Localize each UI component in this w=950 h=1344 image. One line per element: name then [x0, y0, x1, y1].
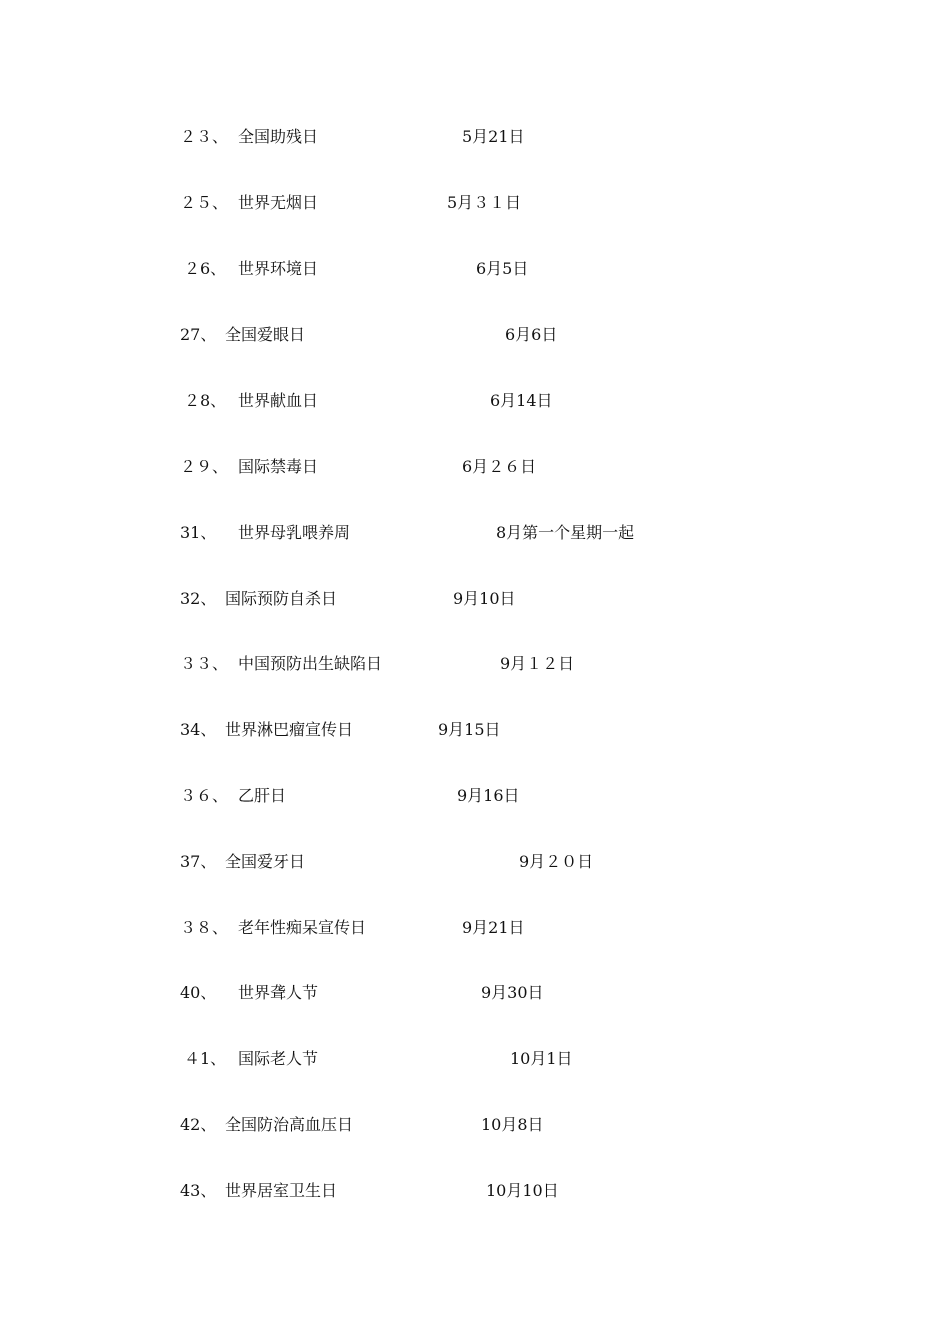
item-date: 9月１２日	[500, 654, 575, 673]
list-item	[0, 455, 950, 479]
list-item	[0, 587, 950, 611]
item-date: 9月15日	[438, 720, 501, 739]
list-item	[0, 191, 950, 215]
item-number: ３８、	[180, 918, 229, 937]
list-item	[0, 784, 950, 808]
list-item	[0, 257, 950, 281]
item-name: 全国助残日	[238, 127, 319, 146]
list-item	[0, 850, 950, 874]
item-number: ２8、	[184, 391, 227, 410]
item-name: 老年性痴呆宣传日	[238, 918, 367, 937]
item-date: 6月２６日	[462, 457, 537, 476]
list-item	[0, 125, 950, 149]
item-date: 6月5日	[476, 259, 529, 278]
list-item	[0, 1179, 950, 1203]
item-name: 全国防治高血压日	[225, 1115, 354, 1134]
item-number: 32、	[180, 589, 217, 608]
item-name: 全国爱眼日	[225, 325, 306, 344]
item-date: 10月10日	[486, 1181, 559, 1200]
item-number: ２５、	[180, 193, 229, 212]
item-date: 9月10日	[453, 589, 516, 608]
item-number: 37、	[180, 852, 217, 871]
item-name: 中国预防出生缺陷日	[238, 654, 383, 673]
item-number: ３３、	[180, 654, 229, 673]
item-date: 10月1日	[510, 1049, 573, 1068]
item-name: 世界淋巴瘤宣传日	[225, 720, 354, 739]
item-name: 世界母乳喂养周	[238, 523, 351, 542]
item-name: 国际老人节	[238, 1049, 319, 1068]
item-number: ２6、	[184, 259, 227, 278]
item-number: 43、	[180, 1181, 217, 1200]
list-item	[0, 916, 950, 940]
item-number: 40、	[180, 983, 217, 1002]
item-number: 31、	[180, 523, 217, 542]
list-item	[0, 389, 950, 413]
item-date: 9月21日	[462, 918, 525, 937]
item-name: 世界无烟日	[238, 193, 319, 212]
item-number: ３６、	[180, 786, 229, 805]
item-name: 国际预防自杀日	[225, 589, 338, 608]
item-number: 42、	[180, 1115, 217, 1134]
item-date: 9月30日	[481, 983, 544, 1002]
item-name: 国际禁毒日	[238, 457, 319, 476]
item-number: ２３、	[180, 127, 229, 146]
item-number: ２９、	[180, 457, 229, 476]
item-name: 世界环境日	[238, 259, 319, 278]
item-name: 世界献血日	[238, 391, 319, 410]
item-date: 10月8日	[481, 1115, 544, 1134]
item-date: 5月３１日	[447, 193, 522, 212]
item-date: 9月２０日	[519, 852, 594, 871]
list-item	[0, 652, 950, 676]
item-number: 27、	[180, 325, 217, 344]
list-item	[0, 521, 950, 545]
list-item	[0, 981, 950, 1005]
item-date: 8月第一个星期一起	[496, 523, 635, 542]
item-number: 34、	[180, 720, 217, 739]
item-number: ４1、	[184, 1049, 227, 1068]
item-name: 世界聋人节	[238, 983, 319, 1002]
list-item	[0, 718, 950, 742]
item-name: 全国爱牙日	[225, 852, 306, 871]
item-date: 9月16日	[457, 786, 520, 805]
list-item	[0, 323, 950, 347]
item-date: 5月21日	[462, 127, 525, 146]
list-item	[0, 1113, 950, 1137]
list-item	[0, 1047, 950, 1071]
item-name: 世界居室卫生日	[225, 1181, 338, 1200]
item-name: 乙肝日	[238, 786, 287, 805]
item-date: 6月14日	[490, 391, 553, 410]
item-date: 6月6日	[505, 325, 558, 344]
